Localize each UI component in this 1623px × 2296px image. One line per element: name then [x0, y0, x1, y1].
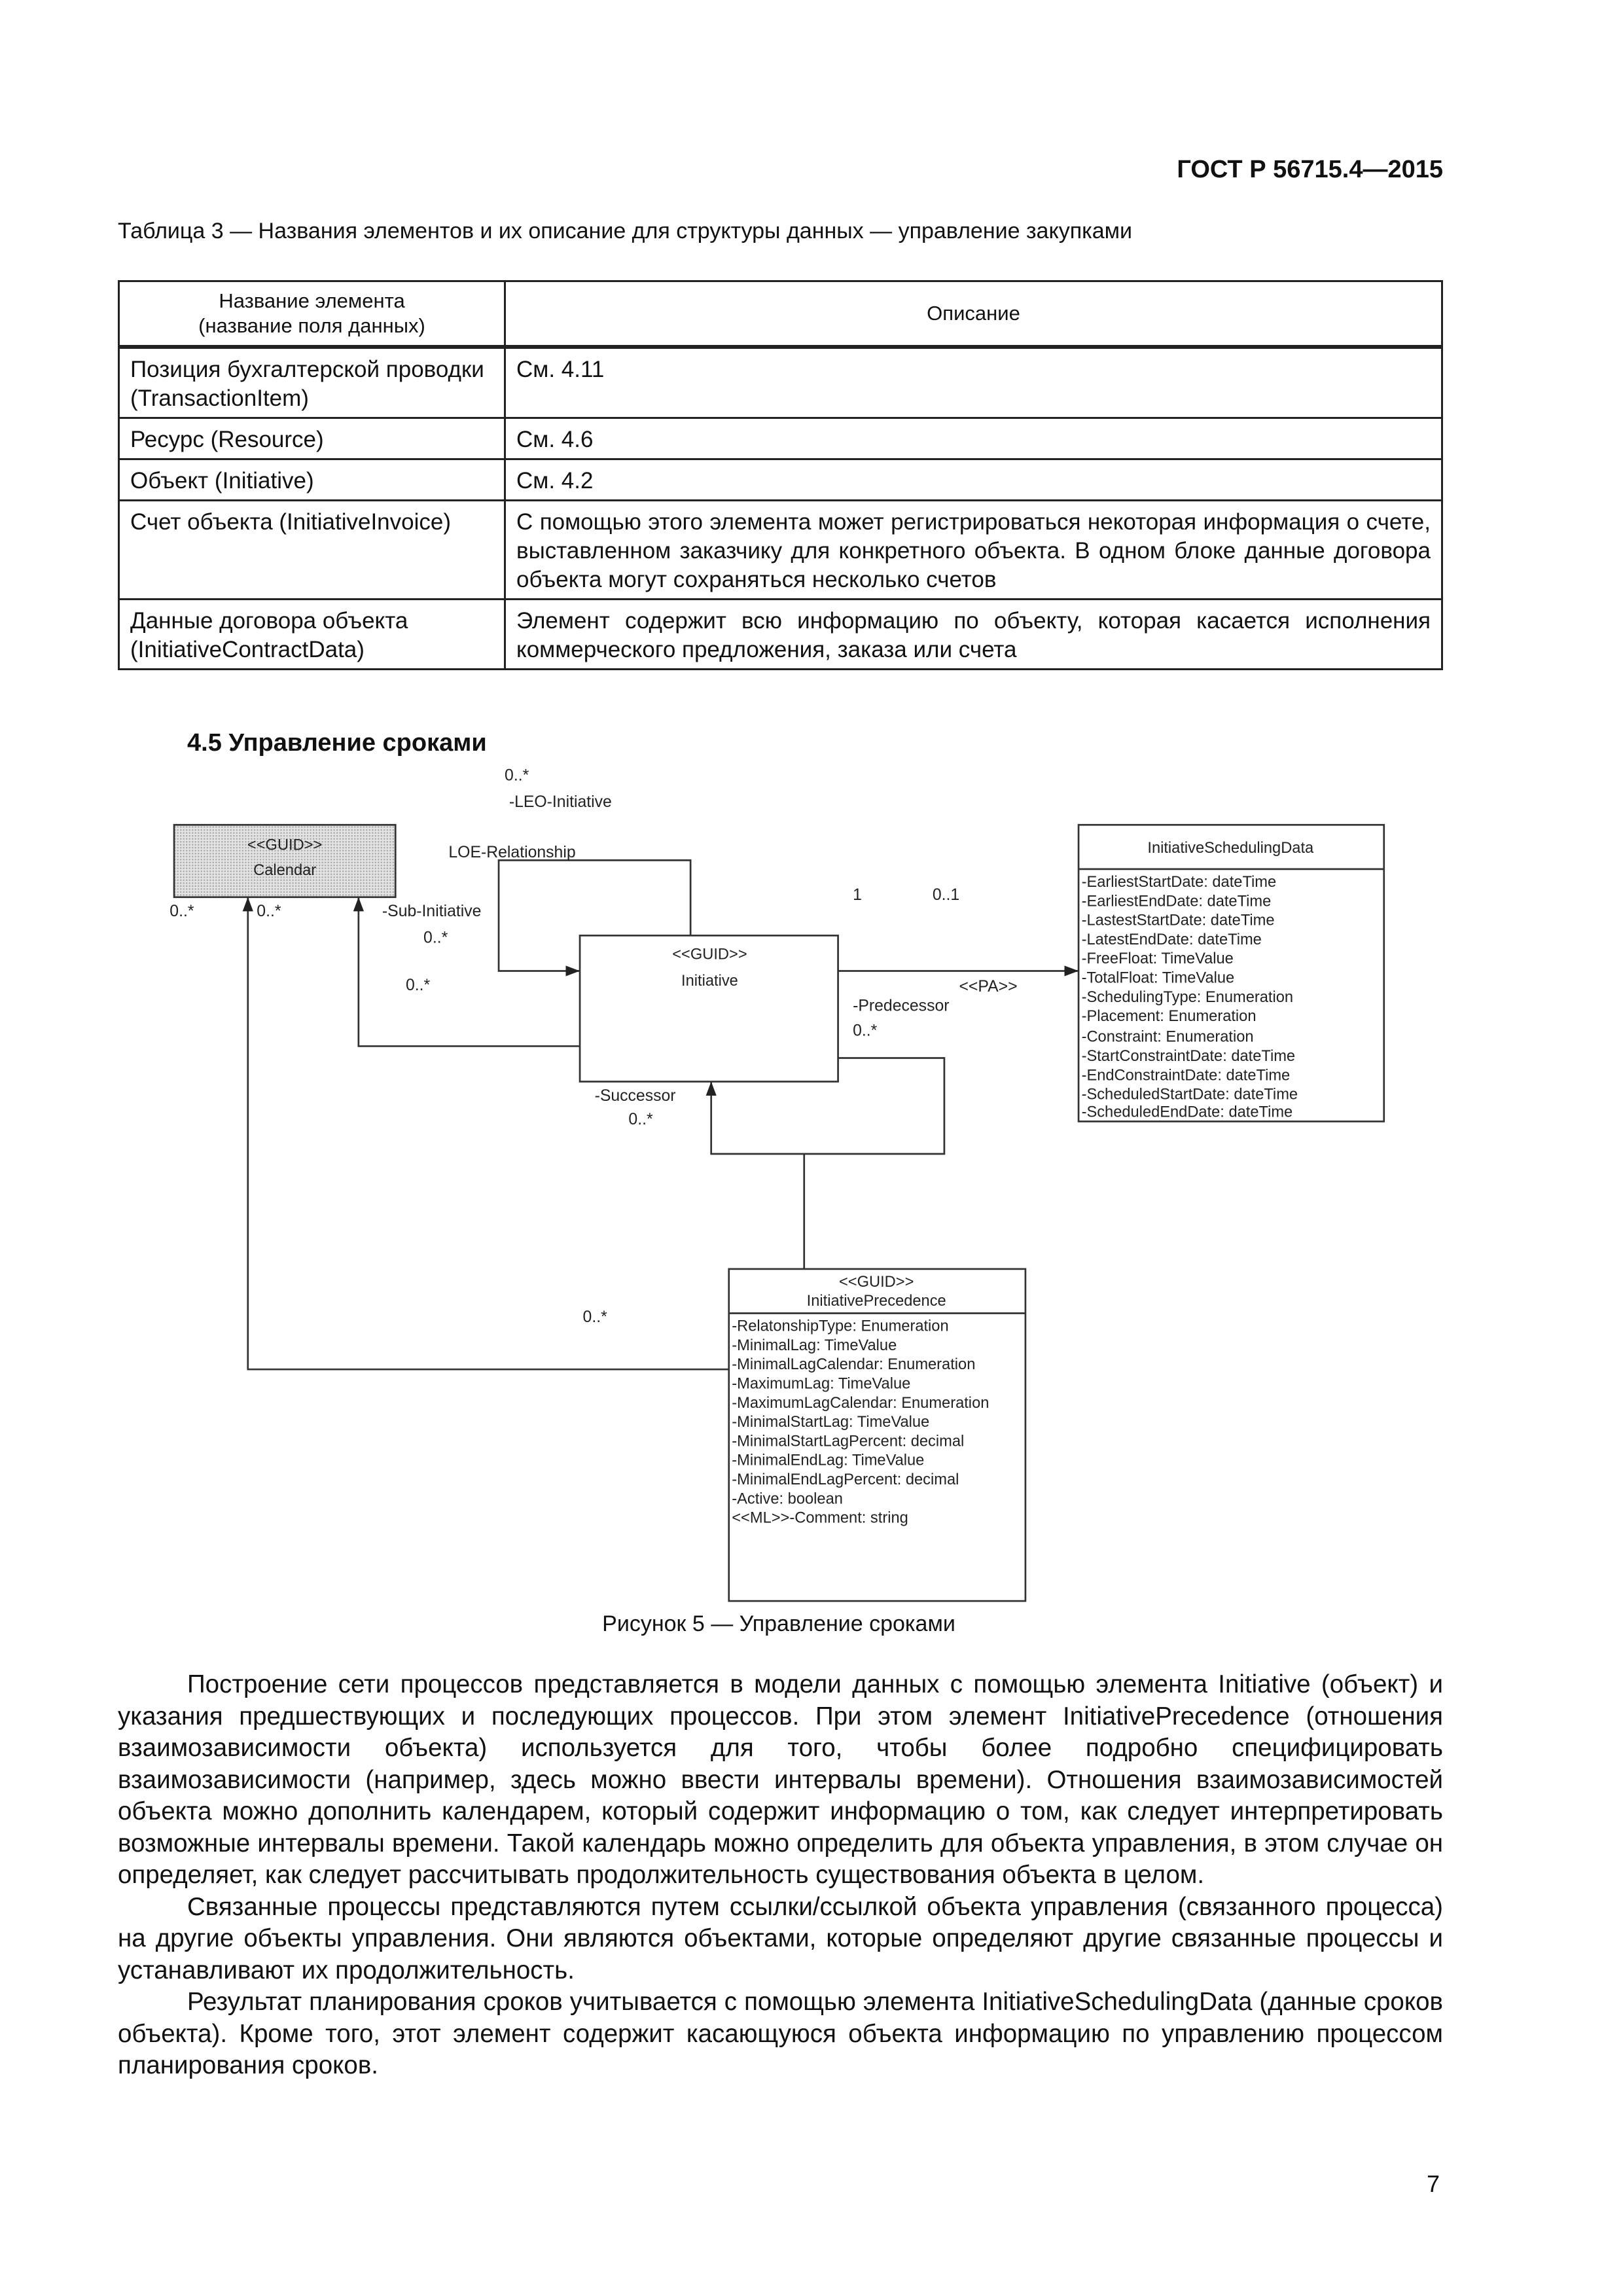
- element-name: Счет объекта (InitiativeInvoice): [119, 501, 505, 600]
- scheduling-attribute: -LastestStartDate: dateTime: [1081, 912, 1275, 929]
- initiative-name: Initiative: [681, 973, 738, 990]
- element-name: Объект (Initiative): [119, 459, 505, 501]
- paragraph: Связанные процессы представляются путем ссылки/ссылкой объекта управления (связанного процесса) на другие объекты управления. Они являются объектами, которые определяют другие связанные процессы и устанавливают их продолжительность.: [118, 1892, 1443, 1984]
- multiplicity-label: 0..*: [257, 903, 281, 921]
- multiplicity-label: 0..*: [406, 976, 431, 994]
- scheduling-attribute: -FreeFloat: TimeValue: [1081, 950, 1234, 968]
- precedence-name: InitiativePrecedence: [806, 1293, 946, 1310]
- element-name: Данные договора объекта (InitiativeContractData): [119, 600, 505, 670]
- multiplicity-label: 0..*: [169, 903, 194, 921]
- precedence-attribute: -RelatonshipType: Enumeration: [732, 1318, 949, 1335]
- header-line: (название поля данных): [198, 314, 425, 337]
- stereotype-label: <<PA>>: [959, 978, 1018, 996]
- element-desc: См. 4.11: [505, 347, 1442, 418]
- multiplicity-label: 1: [853, 886, 862, 905]
- calendar-box: [174, 825, 395, 897]
- element-desc: См. 4.2: [505, 459, 1442, 501]
- scheduling-name: InitiativeSchedulingData: [1147, 840, 1314, 857]
- scheduling-attribute: -Placement: Enumeration: [1081, 1008, 1257, 1026]
- precedence-attribute: -MaximumLag: TimeValue: [732, 1375, 911, 1393]
- section-heading: 4.5 Управление сроками: [187, 729, 487, 757]
- scheduling-attribute: -EarliestStartDate: dateTime: [1081, 873, 1277, 891]
- element-desc: Элемент содержит всю информацию по объекту, которая касается исполнения коммерческого предложения, заказа или счета: [505, 600, 1442, 670]
- scheduling-attribute: -EarliestEndDate: dateTime: [1081, 893, 1272, 910]
- multiplicity-label: 0..*: [582, 1308, 607, 1327]
- calendar-name: Calendar: [253, 861, 317, 879]
- header-description: Описание: [505, 281, 1442, 348]
- association-label: LOE-Relationship: [448, 843, 576, 861]
- element-name: Позиция бухгалтерской проводки (TransactionItem): [119, 347, 505, 418]
- element-desc: См. 4.6: [505, 418, 1442, 459]
- calendar-stereotype: <<GUID>>: [247, 836, 323, 854]
- document-code: ГОСТ Р 56715.4—2015: [1177, 156, 1443, 183]
- header-line: Название элемента: [219, 289, 405, 312]
- scheduling-attribute: -TotalFloat: TimeValue: [1081, 969, 1235, 987]
- scheduling-attribute: -ScheduledEndDate: dateTime: [1081, 1103, 1293, 1121]
- precedence-attribute: -MinimalEndLagPercent: decimal: [732, 1471, 959, 1489]
- paragraph: Построение сети процессов представляется в модели данных с помощью элемента Initiative (объект) и указания предшествующих и последующих процессов. При этом элемент InitiativePrecedence (отношения взаимозависимости объекта) используется для того, чтобы более подробно специфицировать взаимозависимости (например, здесь можно ввести интервалы времени). Отношения взаимозависимостей объекта можно дополнить календарем, который содержит информацию о том, как следует интерпретировать возможные интервалы времени. Такой календарь можно определить для объекта управления, в этом случае он определяет, как следует рассчитывать продолжительность существования объекта в целом.: [118, 1670, 1443, 1889]
- element-name: Ресурс (Resource): [119, 418, 505, 459]
- multiplicity-label: 0..*: [505, 766, 529, 785]
- multiplicity-label: 0..*: [423, 929, 448, 947]
- precedence-stereotype: <<GUID>>: [838, 1273, 914, 1291]
- precedence-attribute: <<ML>>-Comment: string: [732, 1509, 908, 1527]
- multiplicity-label: 0..1: [932, 886, 960, 905]
- figure-caption: Рисунок 5 — Управление сроками: [602, 1611, 955, 1636]
- scheduling-attribute: -SchedulingType: Enumeration: [1081, 988, 1294, 1006]
- role-label: -Predecessor: [853, 997, 950, 1015]
- scheduling-attribute: -LatestEndDate: dateTime: [1081, 931, 1262, 948]
- scheduling-attribute: -Constraint: Enumeration: [1081, 1028, 1254, 1046]
- initiative-stereotype: <<GUID>>: [672, 946, 747, 963]
- table-caption: Таблица 3 — Названия элементов и их описание для структуры данных — управление закупками: [118, 219, 1133, 243]
- precedence-attribute: -MinimalLag: TimeValue: [732, 1336, 897, 1354]
- role-label: -Successor: [594, 1086, 676, 1105]
- precedence-attribute: -MinimalStartLag: TimeValue: [732, 1414, 930, 1431]
- precedence-attribute: -MinimalStartLagPercent: decimal: [732, 1433, 965, 1450]
- scheduling-attribute: -EndConstraintDate: dateTime: [1081, 1067, 1291, 1085]
- page-number: 7: [1427, 2170, 1440, 2197]
- role-label: -LEO-Initiative: [508, 793, 612, 812]
- body-text: [118, 1669, 1443, 2082]
- multiplicity-label: 0..*: [628, 1110, 653, 1128]
- element-desc: С помощью этого элемента может регистрироваться некоторая информация о счете, выставленном заказчику для конкретного объекта. В одном блоке данные договора объекта могут сохраняться несколько счетов: [505, 501, 1442, 600]
- precedence-attribute: -MinimalEndLag: TimeValue: [732, 1452, 925, 1469]
- multiplicity-label: 0..*: [853, 1022, 878, 1040]
- precedence-attribute: -MaximumLagCalendar: Enumeration: [732, 1394, 990, 1412]
- role-label: -Sub-Initiative: [382, 903, 482, 921]
- paragraph: Результат планирования сроков учитывается с помощью элемента InitiativeSchedulingData (данные сроков объекта). Кроме того, этот элемент содержит касающуюся объекта информацию по управлению процессом планирования сроков.: [118, 1988, 1443, 2079]
- scheduling-attribute: -StartConstraintDate: dateTime: [1081, 1047, 1296, 1065]
- scheduling-attribute: -ScheduledStartDate: dateTime: [1081, 1086, 1298, 1103]
- precedence-attribute: -MinimalLagCalendar: Enumeration: [732, 1356, 976, 1374]
- precedence-attribute: -Active: boolean: [732, 1490, 843, 1508]
